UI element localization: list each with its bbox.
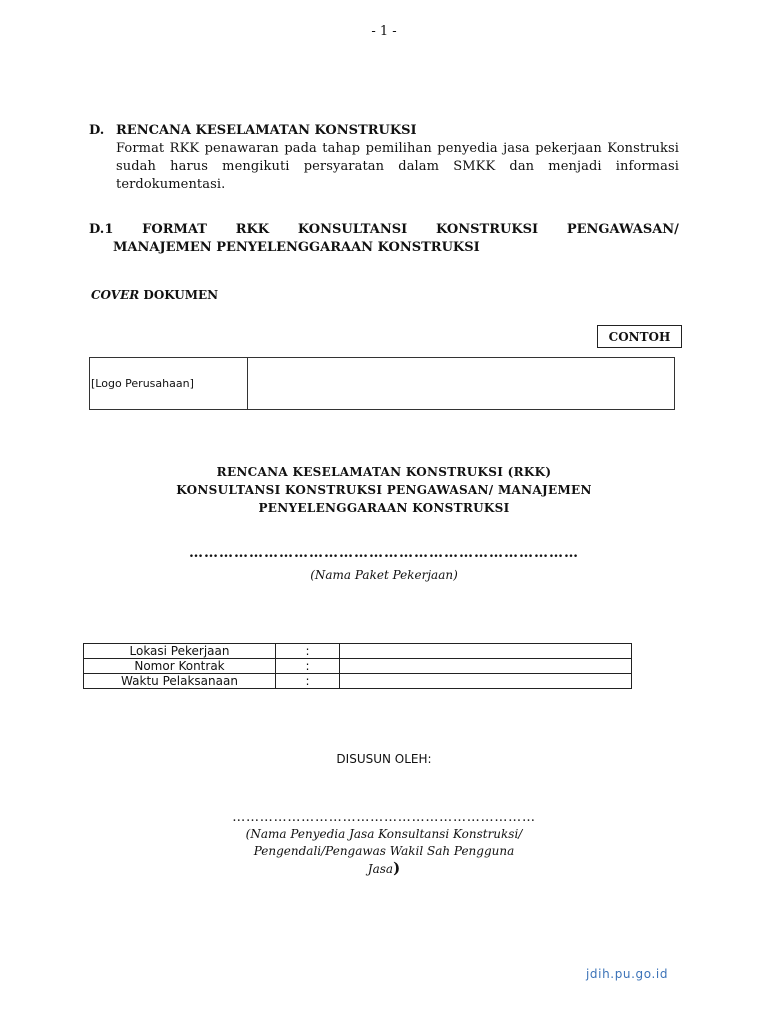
paket-name-dotted-line: …………………………………………………………………… — [189, 545, 579, 561]
penyedia-name-caption — [0, 826, 768, 878]
document-title-line3: PENYELENGGARAAN KONSTRUKSI — [258, 501, 510, 515]
section-d1-line1 — [89, 221, 679, 239]
penyedia-caption-line3-text: Jasa — [367, 862, 394, 876]
penyedia-caption-close: ) — [393, 859, 401, 877]
paket-name-caption — [0, 568, 768, 582]
section-d — [89, 122, 679, 194]
paket-caption-close: ) — [453, 568, 458, 582]
document-title-line1: RENCANA KESELAMATAN KONSTRUKSI (RKK) — [216, 465, 552, 479]
row-separator: : — [276, 659, 340, 674]
section-d1-word: RKK — [235, 222, 270, 237]
row-label: Lokasi Pekerjaan — [84, 644, 276, 659]
penyedia-caption-open: ( — [245, 827, 251, 841]
section-d1-line2: MANAJEMEN PENYELENGGARAAN KONSTRUKSI — [113, 240, 480, 255]
paket-caption-text: Nama Paket Pekerjaan — [314, 568, 454, 582]
section-d-letter: D. — [89, 123, 105, 138]
section-d1-word: PENGAWASAN/ — [566, 222, 679, 237]
cover-word: COVER — [91, 288, 140, 302]
section-d1-word: KONSULTANSI — [297, 222, 408, 237]
section-d1-heading — [89, 221, 679, 257]
table-row — [84, 674, 632, 689]
section-d-heading — [89, 122, 679, 140]
cover-dokumen-label — [91, 288, 218, 302]
section-d1-word: FORMAT — [142, 222, 207, 237]
row-value — [340, 659, 632, 674]
row-value — [340, 644, 632, 659]
section-d-paragraph: Format RKK penawaran pada tahap pemilihan penyedia jasa pekerjaan Konstruksi sudah harus mengikuti persyaratan dalam SMKK dan menjadi informasi terdokumentasi. — [116, 141, 679, 192]
row-separator: : — [276, 674, 340, 689]
section-d1-word: KONSTRUKSI — [435, 222, 539, 237]
penyedia-caption-line1 — [0, 826, 768, 843]
disusun-oleh-label: DISUSUN OLEH: — [336, 752, 432, 766]
row-separator: : — [276, 644, 340, 659]
penyedia-caption-line1-text: Nama Penyedia Jasa Konsultansi Konstruksi/ — [250, 827, 523, 841]
document-title-line2: KONSULTANSI KONSTRUKSI PENGAWASAN/ MANAJEMEN — [176, 483, 592, 497]
penyedia-caption-line3 — [0, 860, 768, 878]
document-title — [0, 463, 768, 517]
penyedia-caption-line2: Pengendali/Pengawas Wakil Sah Pengguna — [253, 844, 515, 858]
table-row — [84, 659, 632, 674]
dokumen-word: DOKUMEN — [139, 288, 219, 302]
contoh-badge: CONTOH — [597, 325, 682, 348]
table-row — [84, 644, 632, 659]
project-info-table — [83, 643, 632, 689]
row-label: Nomor Kontrak — [84, 659, 276, 674]
penyedia-name-dotted-line: ………………………………………………………… — [232, 810, 536, 825]
footer-source-link[interactable]: jdih.pu.go.id — [586, 967, 669, 981]
row-value — [340, 674, 632, 689]
section-d1-word: D.1 — [89, 222, 114, 237]
row-label: Waktu Pelaksanaan — [84, 674, 276, 689]
logo-header-empty-cell — [248, 358, 674, 409]
logo-placeholder-text: [Logo Perusahaan] — [91, 377, 194, 390]
logo-header-table — [89, 357, 675, 410]
logo-placeholder-cell — [90, 358, 248, 409]
paket-caption-open: ( — [310, 568, 315, 582]
section-d-title: RENCANA KESELAMATAN KONSTRUKSI — [116, 123, 417, 138]
page-number: - 1 - — [371, 24, 397, 39]
